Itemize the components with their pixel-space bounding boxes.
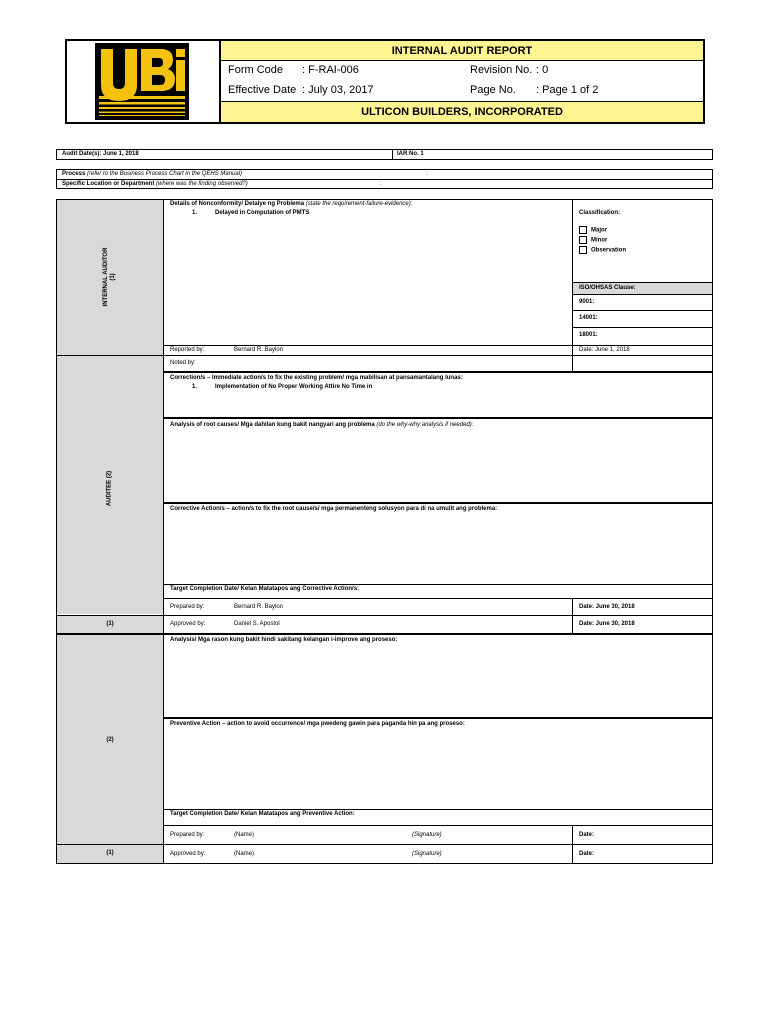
location-colon: : (380, 181, 382, 187)
class-major[interactable] (579, 226, 607, 235)
minor-label: Minor (591, 237, 608, 244)
auditee-label: AUDITEE (2) (106, 470, 113, 507)
prepared-by-label: Prepared by: (170, 604, 205, 610)
page-label: Page No. (470, 84, 516, 96)
major-checkbox[interactable] (579, 226, 587, 234)
class-observation[interactable] (579, 246, 626, 255)
target-completion-label: Target Completion Date/ Kelan Matatapos ang Corrective Action/s: (170, 586, 360, 592)
process-hint: (refer to the Business Process Chart in the QEHS Manual) (87, 171, 243, 177)
company-name: ULTICON BUILDERS, INCORPORATED (221, 101, 703, 122)
audit-dates: Audit Date(s): June 1, 2018 (62, 151, 139, 157)
location-line (62, 181, 248, 188)
details-hint: (state the requirement-failure-evidence): (305, 201, 413, 207)
prev-prepared-name: (Name) (234, 832, 255, 838)
analysis-field[interactable] (164, 647, 712, 715)
major-label: Major (591, 227, 608, 234)
details-heading (170, 201, 412, 208)
approved-by-label: Approved by: (170, 621, 206, 627)
location-hint: (where was the finding observed?) (156, 181, 248, 187)
preventive-field[interactable] (164, 731, 712, 807)
logo-graphic (95, 43, 189, 120)
internal-auditor-num: (1) (110, 273, 116, 281)
finding-num: 1. (192, 210, 198, 216)
root-cause-hint: (do the why-why analysis if needed): (376, 422, 474, 428)
prepared-date: Date: June 30, 2018 (579, 604, 635, 610)
effective-date-value: : July 03, 2017 (302, 84, 374, 96)
prev-prepared-date: Date: (579, 832, 595, 838)
revision-label: Revision No. (470, 64, 533, 76)
audit-date-row (56, 149, 713, 160)
correction-text: Implementation of No Proper Working Attire No Time in (215, 384, 373, 390)
prev-prepared-signature: (Signature) (412, 832, 442, 838)
preventive-row-num: (1) (106, 850, 114, 856)
iso-14001: 14001: (579, 315, 598, 321)
process-label: Process (62, 171, 86, 177)
correction-label: Correction/s – Immediate action/s to fix the existing problem/ mga mabilisan at pansamantalang lunas: (170, 375, 463, 381)
reported-by-name: Bernard R. Baylon (234, 347, 284, 353)
auditee-row-num: (1) (106, 621, 114, 627)
observation-label: Observation (591, 247, 627, 254)
correction-num: 1. (192, 384, 198, 390)
approved-date: Date: June 30, 2018 (579, 621, 635, 627)
iso-label: ISO/OHSAS Clause: (579, 285, 636, 291)
iar-number: IAR No. 1 (397, 151, 424, 157)
preventive-label: Preventive Action – action to avoid occurrence/ mga pwedeng gawin para paganda hin pa ang proseso: (170, 721, 465, 727)
finding-text: Delayed in Computation of PMTS (215, 210, 310, 216)
noted-by: Noted by: (170, 360, 196, 366)
reported-by-label: Reported by: (170, 347, 205, 353)
process-colon: : (426, 171, 428, 177)
internal-auditor-text: INTERNAL AUDITOR (103, 247, 109, 307)
internal-auditor-label (103, 237, 117, 317)
preventive-side-label: (2) (106, 737, 114, 743)
reported-date: Date: June 1, 2018 (579, 347, 630, 353)
company-logo (95, 43, 189, 120)
iso-18001: 18001: (579, 332, 598, 338)
minor-checkbox[interactable] (579, 236, 587, 244)
iso-9001: 9001: (579, 299, 595, 305)
preventive-target-label: Target Completion Date/ Kelan Matatapos ang Preventive Action: (170, 811, 355, 817)
form-code-label: Form Code (228, 64, 284, 76)
prev-approved-signature: (Signature) (412, 851, 442, 857)
class-minor[interactable] (579, 236, 607, 245)
observation-checkbox[interactable] (579, 246, 587, 254)
root-cause-field[interactable] (164, 432, 712, 500)
prev-prepared-label: Prepared by: (170, 832, 205, 838)
prepared-by-name: Bernard R. Baylon (234, 604, 284, 610)
corrective-field[interactable] (164, 516, 712, 582)
report-title: INTERNAL AUDIT REPORT (221, 41, 703, 61)
process-line (62, 171, 242, 178)
effective-date-label: Effective Date (228, 84, 297, 96)
page-value: : Page 1 of 2 (536, 84, 599, 96)
classification-label: Classification: (579, 210, 621, 216)
details-label: Details of Nonconformity/ Detalye ng Problema (170, 201, 305, 207)
prev-approved-date: Date: (579, 851, 595, 857)
approved-by-name: Daniel S. Apostol (234, 621, 280, 627)
corrective-label: Corrective Action/s – action/s to fix the root cause/s/ mga permanenteng solusyon para di na umulit ang problema: (170, 506, 498, 512)
form-code-value: : F-RAI-006 (302, 64, 359, 76)
analysis-label: Analysis/ Mga rason kung bakit hindi sakitang kelangan i-improve ang proseso: (170, 637, 398, 643)
root-cause-heading (170, 422, 473, 429)
location-label: Specific Location or Department (62, 181, 155, 187)
revision-value: : 0 (536, 64, 549, 76)
root-cause-label: Analysis of root causes/ Mga dahilan kung bakit nangyari ang problema (170, 422, 375, 428)
prev-approved-name: (Name) (234, 851, 255, 857)
prev-approved-label: Approved by: (170, 851, 206, 857)
